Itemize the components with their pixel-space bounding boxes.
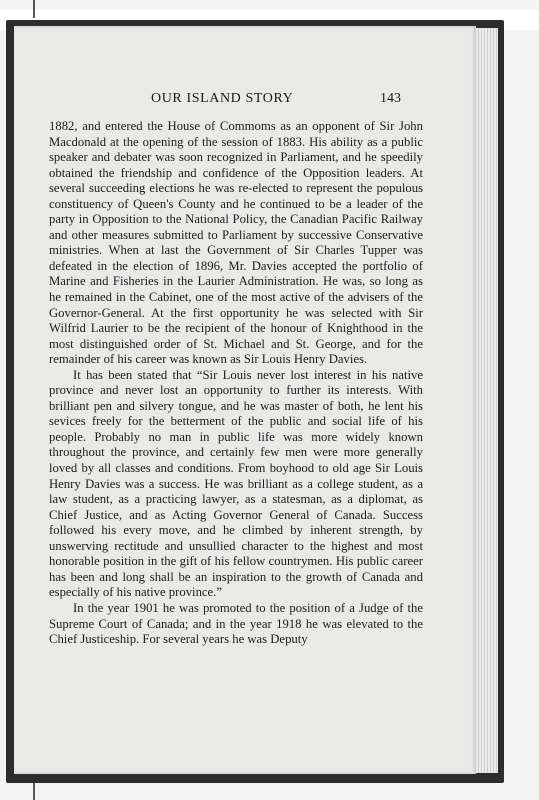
- body-text: [49, 119, 423, 648]
- page-header: [133, 91, 401, 111]
- page-number: 143: [380, 91, 401, 106]
- paragraph-1: 1882, and entered the House of Commoms as an opponent of Sir John Macdonald at the opening of the session of 1883. His ability as a public speaker and debater was soon recognized in Parliament, and he speedily obtained the friendship and confidence of the Opposition leaders. At several succeeding elections he was re-elected to represent the populous constituency of Queen's County and he continued to be a leader of the party in Opposition to the National Policy, the Canadian Pacific Railway and other measures submitted to Parliament by successive Conservative ministries. When at last the Government of Sir Charles Tupper was defeated in the election of 1896, Mr. Davies accepted the portfolio of Marine and Fisheries in the Laurier Administration. He was, so long as he remained in the Cabinet, one of the most active of the advisers of the Governor-General. At the first opportunity he was selected with Sir Wilfrid Laurier to be the recipient of the honour of Knighthood in the most distinguished order of St. Michael and St. George, and for the remainder of his career was known as Sir Louis Henry Davies.: [49, 119, 423, 367]
- binding-mark-bottom: [33, 782, 35, 800]
- running-head: OUR ISLAND STORY: [151, 91, 294, 106]
- paragraph-2: It has been stated that “Sir Louis never lost interest in his native province and never lost an opportunity to further its interests. With brilliant pen and silvery tongue, and he was master of both, he lent his sevices freely for the betterment of the public and social life of his people. Probably no man in public life was more widely known throughout the province, and certainly few men were more generally loved by all classes and conditions. From boyhood to old age Sir Louis Henry Davies was a success. He was brilliant as a college student, as a law student, as a practicing lawyer, as a statesman, as a diplomat, as Chief Justice, and as Acting Governor General of Canada. Success followed his every move, and he climbed by inherent strength, by unswerving rectitude and unsullied character to the highest and most honorable position in the gift of his fellow countrymen. His public career has been and long shall be an inspiration to the growth of Canada and especially of his native province.”: [49, 367, 423, 600]
- binding-mark-top: [33, 0, 35, 18]
- paragraph-3: In the year 1901 he was promoted to the position of a Judge of the Supreme Court of Canada; and in the year 1918 he was elevated to the Chief Justiceship. For several years he was Deputy: [49, 600, 423, 647]
